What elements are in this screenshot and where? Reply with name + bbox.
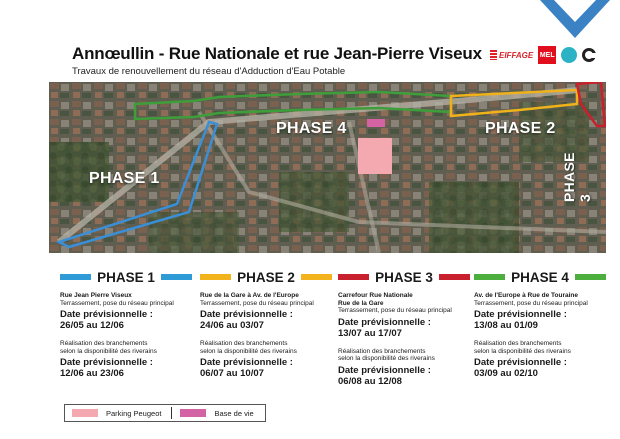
date-value: 13/08 au 01/09	[474, 320, 538, 331]
connection-date-label: Date prévisionnelle :	[60, 357, 153, 368]
date-label: Date prévisionnelle :	[474, 309, 567, 320]
phase1-column	[60, 268, 192, 379]
date-value: 24/06 au 03/07	[200, 320, 264, 331]
chevron-down-icon[interactable]	[540, 0, 610, 40]
date-label: Date prévisionnelle :	[338, 316, 431, 328]
phase-location: Rue de la Gare à Av. de l'Europe	[200, 292, 299, 299]
phase-location-line2: Rue de la Gare	[338, 299, 384, 307]
map-label-phase2: PHASE 2	[485, 120, 556, 137]
connection-note: Réalisation des branchements	[474, 340, 562, 347]
legend-label-base-de-vie: Base de vie	[214, 408, 254, 418]
phase-works: Terrassement, pose du réseau principal	[60, 299, 174, 307]
base-de-vie-area	[367, 119, 385, 127]
parking-peugeot-swatch	[72, 409, 98, 417]
phase-works: Terrassement, pose du réseau principal	[338, 307, 452, 314]
phase-works: Terrassement, pose du réseau principal	[200, 299, 314, 307]
phase-heading: PHASE 2	[200, 268, 332, 286]
connection-date-label: Date prévisionnelle :	[474, 357, 567, 368]
ring-logo-icon	[582, 48, 596, 62]
water-utility-logo-icon	[561, 47, 577, 63]
page-subtitle: Travaux de renouvellement du réseau d'Adduction d'Eau Potable	[72, 66, 346, 77]
phase-heading: PHASE 3	[338, 268, 470, 286]
phase-location: Carrefour Rue Nationale	[338, 292, 413, 299]
eiffage-logo: EIFFAGE	[490, 50, 533, 60]
map-label-phase3: PHASE 3	[561, 152, 593, 202]
partner-logos	[490, 44, 596, 66]
legend-label-parking: Parking Peugeot	[106, 408, 162, 418]
connection-date-value: 06/08 au 12/08	[338, 375, 402, 387]
phase2-column	[200, 268, 332, 379]
connection-note: Réalisation des branchements	[60, 340, 148, 347]
eiffage-bars-icon	[490, 50, 497, 60]
mel-logo: MEL	[538, 46, 556, 64]
phase-works: Terrassement, pose du réseau principal	[474, 299, 588, 307]
connection-note: selon la disponibilité des riverains	[60, 347, 157, 355]
parking-peugeot-area	[358, 138, 392, 174]
phase-heading: PHASE 4	[474, 268, 606, 286]
phase-schedule	[60, 268, 608, 403]
connection-date-value: 12/06 au 23/06	[60, 368, 124, 379]
phase4-column	[474, 268, 606, 379]
date-value: 26/05 au 12/06	[60, 320, 124, 331]
aerial-map-image	[49, 82, 606, 253]
legend-divider	[171, 407, 172, 419]
connection-date-value: 03/09 au 02/10	[474, 368, 538, 379]
date-label: Date prévisionnelle :	[200, 309, 293, 320]
page-title: Annœullin - Rue Nationale et rue Jean-Pierre Viseux	[72, 44, 482, 63]
base-de-vie-swatch	[180, 409, 206, 417]
map-legend	[64, 404, 266, 422]
date-label: Date prévisionnelle :	[60, 309, 153, 320]
connection-note: selon la disponibilité des riverains	[474, 347, 571, 355]
connection-note: selon la disponibilité des riverains	[338, 355, 435, 362]
aerial-map	[49, 82, 606, 253]
date-value: 13/07 au 17/07	[338, 327, 402, 339]
phase-heading: PHASE 1	[60, 268, 192, 286]
map-label-phase4: PHASE 4	[276, 120, 347, 137]
connection-date-value: 06/07 au 10/07	[200, 368, 264, 379]
phase-location: Av. de l'Europe à Rue de Touraine	[474, 292, 578, 299]
connection-note: Réalisation des branchements	[338, 347, 426, 355]
connection-date-label: Date prévisionnelle :	[200, 357, 293, 368]
connection-note: selon la disponibilité des riverains	[200, 347, 297, 355]
connection-date-label: Date prévisionnelle :	[338, 364, 431, 376]
map-label-phase1: PHASE 1	[89, 170, 160, 187]
phase-location: Rue Jean Pierre Viseux	[60, 292, 132, 299]
phase3-column	[338, 268, 470, 387]
connection-note: Réalisation des branchements	[200, 340, 288, 347]
